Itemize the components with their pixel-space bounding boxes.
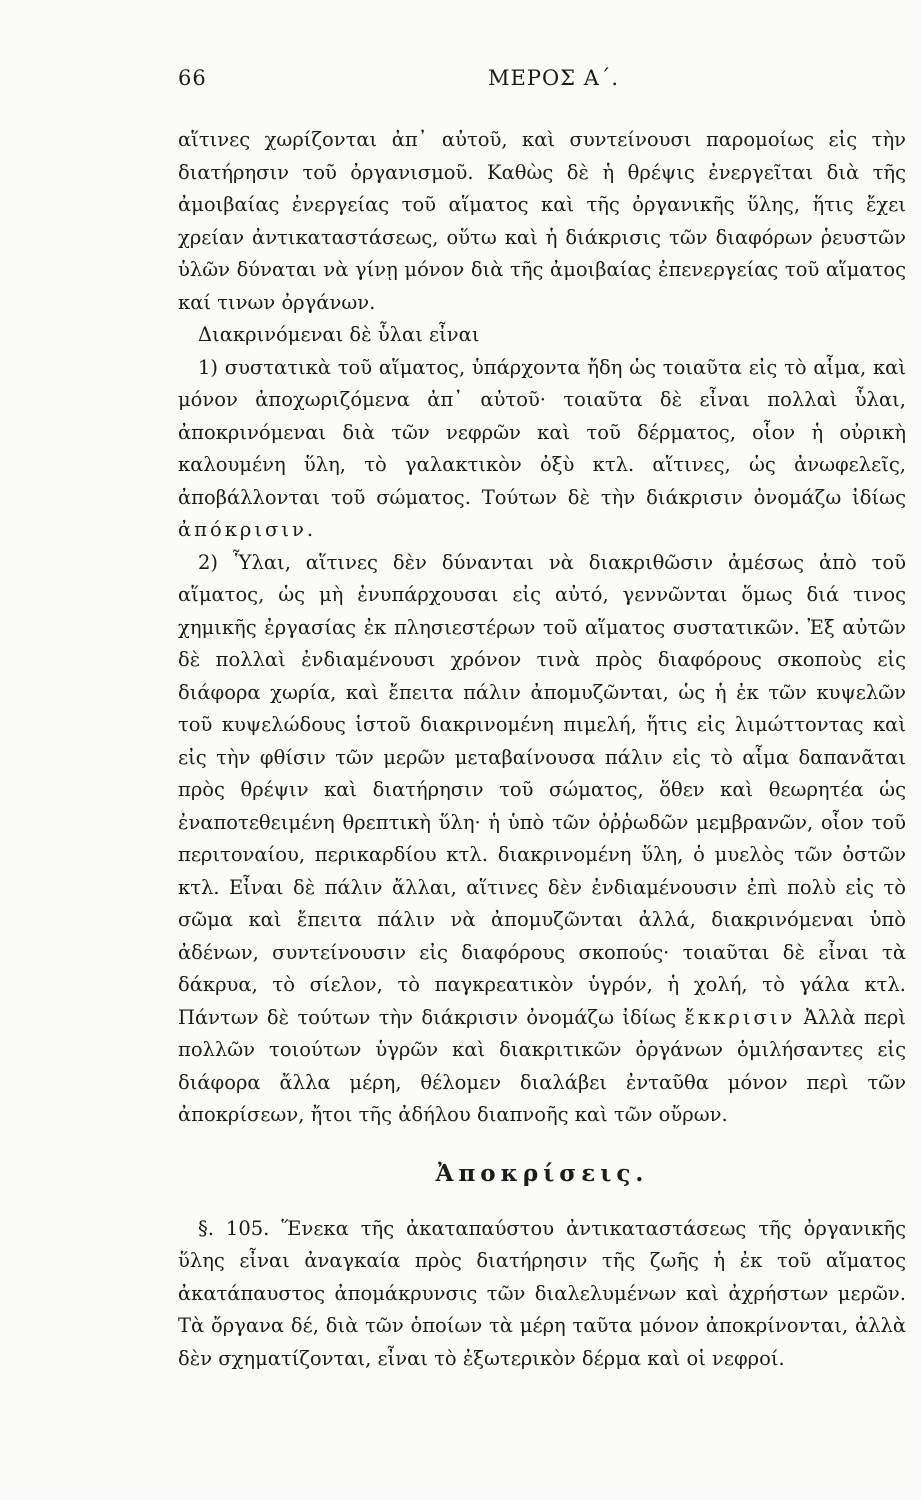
page-header-title: ΜΕΡΟΣ Α΄. bbox=[488, 66, 620, 90]
page-number: 66 bbox=[178, 66, 207, 90]
paragraph-section-105: §. 105. Ἕνεκα τῆς ἀκαταπαύστου ἀντικαταστάσεως τῆς ὀργανικῆς ὕλης εἶναι ἀναγκαία πρὸς διατήρησιν τῆς ζωῆς ἡ ἐκ τοῦ αἵματος ἀκατάπαυστος ἀπομάκρυνσις τῶν διαλελυμένων καὶ ἀχρήστων μερῶν. Τὰ ὄργανα δέ, διὰ τῶν ὁποίων τὰ μέρη ταῦτα μόνον ἀποκρίνονται, ἀλλὰ δὲν σχηματίζονται, εἶναι τὸ ἐξωτερικὸν δέρμα καὶ οἱ νεφροί. bbox=[178, 1216, 906, 1370]
paragraph-item-1 bbox=[178, 352, 906, 547]
running-head bbox=[178, 66, 903, 96]
paragraph-intro: Διακρινόμεναι δὲ ὗλαι εἶναι bbox=[198, 323, 480, 346]
term-ekkrisin: ἔκκρισιν bbox=[684, 1005, 796, 1029]
paragraph-item-2 bbox=[178, 547, 906, 1132]
paragraph-item-1-text: 1) συστατικὰ τοῦ αἵματος, ὑπάρχοντα ἤδη ὡς τοιαῦτα εἰς τὸ αἷμα, καὶ μόνον ἀποχωριζόμενα ἀπ᾽ αὐτοῦ· τοιαῦτα δὲ εἶναι πολλαὶ ὗλαι, ἀποκρινόμεναι διὰ τῶν νεφρῶν καὶ τοῦ δέρματος, οἷον ἡ οὐρικὴ καλουμένη ὕλη, τὸ γαλακτικὸν ὀξὺ κτλ. αἵτινες, ὡς ἀνωφελεῖς, ἀποβάλλονται τοῦ σώματος. Τούτων δὲ τὴν διάκρισιν ὀνομάζω ἰδίως bbox=[178, 355, 906, 509]
paragraph-item-2-text: 2) Ὗλαι, αἵτινες δὲν δύνανται νὰ διακριθῶσιν ἀμέσως ἀπὸ τοῦ αἵματος, ὡς μὴ ἐνυπάρχουσαι εἰς αὐτό, γεννῶνται ὅμως διά τινος χημικῆς ἐργασίας ἐκ πλησιεστέρων τοῦ αἵματος συστατικῶν. Ἐξ αὐτῶν δὲ πολλαὶ ἐνδιαμένουσι χρόνον τινὰ πρὸς διαφόρους σκοποὺς εἰς διάφορα χωρία, καὶ ἔπειτα πάλιν ἀπομυζῶνται, ὡς ἡ ἐκ τῶν κυψελῶν τοῦ κυψελώδους ἱστοῦ διακρινομένη πιμελή, ἥτις εἰς λιμώττοντας καὶ εἰς τὴν φθίσιν τῶν μερῶν μεταβαίνουσα πάλιν εἰς τὸ αἷμα δαπανᾶται πρὸς θρέψιν καὶ διατήρησιν τοῦ σώματος, ὅθεν καὶ θεωρητέα ὡς ἐναποτεθειμένη θρεπτικὴ ὕλη· ἡ ὑπὸ τῶν ὀῤῥωδῶν μεμβρανῶν, οἷον τοῦ περιτοναίου, περικαρδίου κτλ. διακρινομένη ὕλη, ὁ μυελὸς τῶν ὀστῶν κτλ. Εἶναι δὲ πάλιν ἄλλαι, αἵτινες δὲν ἐνδιαμένουσιν ἐπὶ πολὺ εἰς τὸ σῶμα καὶ ἔπειτα πάλιν νὰ ἀπομυζῶνται ἀλλά, διακρινόμεναι ὑπὸ ἀδένων, συντείνουσιν εἰς διαφόρους σκοπούς· τοιαῦται δὲ εἶναι τὰ δάκρυα, τὸ σίελον, τὸ παγκρεατικὸν ὑγρόν, ἡ χολή, τὸ γάλα κτλ. Πάντων δὲ τούτων τὴν διάκρισιν ὀνομάζω ἰδίως bbox=[178, 550, 906, 1029]
term-apokrisin: ἀπόκρισιν. bbox=[178, 518, 317, 541]
section-heading: Ἀποκρίσεις. bbox=[435, 1159, 649, 1187]
paragraph-item-2-rest: Ἀλλὰ περὶ πολλῶν τοιούτων ὑγρῶν καὶ διακριτικῶν ὀργάνων ὁμιλήσαντες εἰς διάφορα ἄλλα μέρη, θέλομεν διαλάβει ἐνταῦθα μόνον περὶ τῶν ἀποκρίσεων, ἤτοι τῆς ἀδήλου διαπνοῆς καὶ τῶν οὔρων. bbox=[178, 1005, 906, 1126]
body-text bbox=[178, 124, 906, 1375]
paragraph-continuation: αἵτινες χωρίζονται ἀπ᾽ αὐτοῦ, καὶ συντείνουσι παρομοίως εἰς τὴν διατήρησιν τοῦ ὀργανισμοῦ. Καθὼς δὲ ἡ θρέψις ἐνεργεῖται διὰ τῆς ἀμοιβαίας ἐνεργείας τοῦ αἵματος καὶ τῆς ὀργανικῆς ὕλης, ἥτις ἔχει χρείαν ἀντικαταστάσεως, οὕτω καὶ ἡ διάκρισις τῶν διαφόρων ῥευστῶν ὑλῶν δύναται νὰ γίνῃ μόνον διὰ τῆς ἀμοιβαίας ἐπενεργείας τοῦ αἵματος καί τινων ὀργάνων. bbox=[178, 128, 906, 314]
